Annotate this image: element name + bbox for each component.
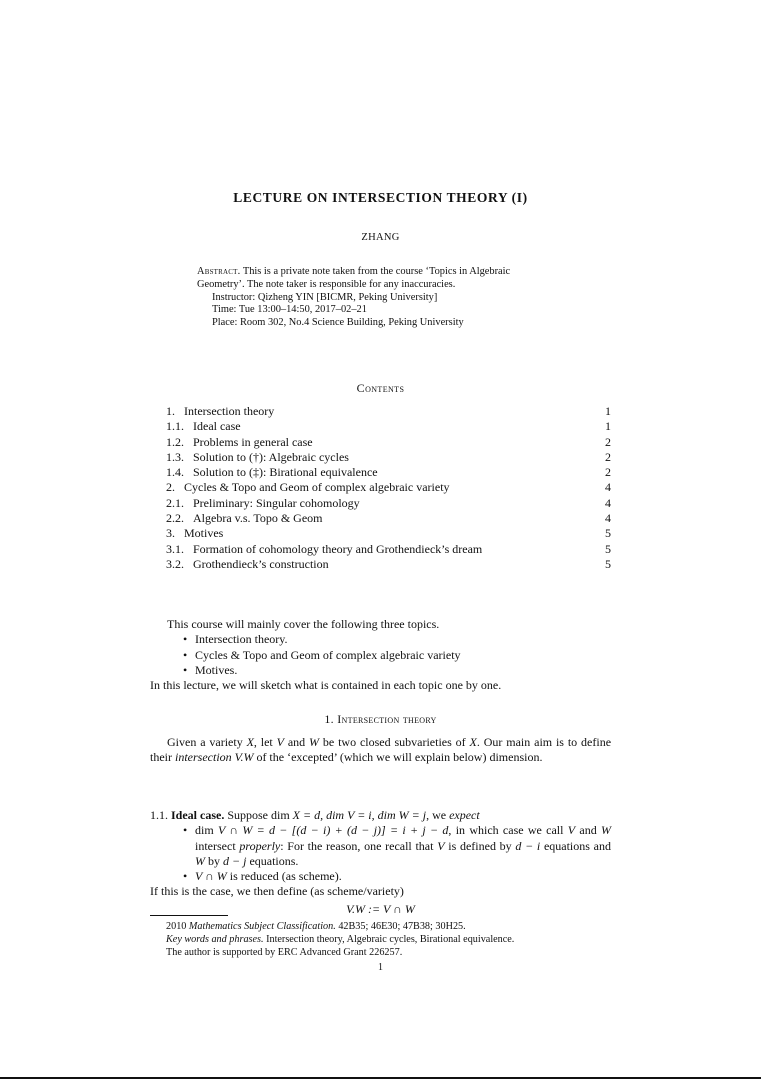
text: dim	[195, 823, 218, 838]
page-number: 1	[378, 962, 383, 973]
toc-label: Problems in general case	[193, 434, 313, 449]
toc-label: Formation of cohomology theory and Grothendieck’s dream	[193, 541, 483, 556]
math-X: X	[246, 735, 254, 749]
toc-number: 3.	[166, 526, 175, 541]
toc-entry[interactable]	[166, 557, 611, 572]
toc-page: 4	[605, 495, 611, 510]
text: intersect	[195, 838, 240, 853]
toc-entry[interactable]	[166, 511, 611, 526]
abstract-text-1: This is a private note taken from the course ‘Topics in Algebraic	[242, 266, 511, 277]
toc-label: Cycles & Topo and Geom of complex algebraic variety	[184, 480, 450, 495]
math-expression: d − i	[515, 838, 541, 853]
toc-entry[interactable]	[166, 450, 611, 465]
text: , in which case we call	[448, 823, 568, 838]
condition-item	[150, 869, 611, 884]
topic-item	[150, 663, 611, 678]
contents-heading: Contents	[356, 381, 405, 395]
toc-page: 2	[605, 449, 611, 464]
toc-label: Preliminary: Singular cohomology	[193, 495, 360, 510]
topic-item	[150, 648, 611, 663]
toc-number: 1.2.	[166, 434, 184, 449]
table-of-contents	[166, 404, 611, 572]
footnote-keywords	[166, 933, 611, 946]
section-title: Intersection theory	[337, 712, 437, 726]
toc-page: 5	[605, 526, 611, 541]
text: , let	[253, 735, 277, 749]
math-W: W	[601, 823, 612, 838]
math-expression: V ∩ W	[195, 869, 227, 884]
text: is defined by	[444, 838, 516, 853]
topic-text: Motives.	[195, 662, 238, 677]
math-expression: d − j	[223, 853, 247, 868]
math-expression: X = d, dim V = i, dim W = j	[292, 808, 427, 822]
emphasis: expect	[449, 808, 480, 822]
toc-label: Solution to (‡): Birational equivalence	[193, 465, 378, 480]
abstract-instructor: Instructor: Qizheng YIN [BICMR, Peking University]	[212, 291, 438, 303]
text: and	[575, 823, 602, 838]
page-bottom-border	[0, 1077, 761, 1079]
toc-number: 1.	[166, 404, 175, 418]
toc-label: Ideal case	[193, 419, 241, 434]
text: by	[205, 853, 223, 868]
text: equations and	[540, 838, 611, 853]
topic-text: Intersection theory.	[195, 632, 288, 647]
math-V: V	[437, 838, 445, 853]
text: . Our main aim is to define their	[150, 735, 612, 765]
intro-lead: This course will mainly cover the following three topics.	[167, 617, 440, 631]
abstract-block	[197, 266, 572, 330]
condition-list	[150, 823, 611, 884]
toc-entry[interactable]	[166, 465, 611, 480]
paper-author: ZHANG	[361, 232, 400, 243]
topics-list	[150, 632, 611, 678]
emphasis: intersection	[175, 750, 232, 765]
toc-entry[interactable]	[166, 496, 611, 511]
topic-text: Cycles & Topo and Geom of complex algebraic variety	[195, 647, 461, 662]
math-expression: V ∩ W = d − [(d − i) + (d − j)] = i + j − d	[217, 823, 449, 838]
toc-number: 1.4.	[166, 465, 184, 480]
text: Suppose dim	[227, 808, 293, 822]
toc-entry[interactable]	[166, 480, 611, 495]
toc-number: 1.3.	[166, 449, 184, 464]
abstract-time: Time: Tue 13:00–14:50, 2017–02–21	[212, 304, 367, 316]
footnote-text: 42B35; 46E30; 47B38; 30H25.	[335, 921, 466, 932]
condition-item	[150, 823, 611, 869]
toc-page: 1	[605, 404, 611, 418]
toc-number: 3.1.	[166, 541, 184, 556]
section-number: 1.	[324, 712, 334, 726]
paper-title: LECTURE ON INTERSECTION THEORY (I)	[233, 190, 528, 205]
math-W: W	[195, 853, 205, 868]
math-W: W	[309, 735, 320, 749]
toc-entry[interactable]	[166, 404, 611, 419]
toc-entry[interactable]	[166, 542, 611, 557]
toc-number: 2.2.	[166, 511, 184, 526]
toc-entry[interactable]	[166, 435, 611, 450]
math-X: X	[469, 735, 477, 749]
subsection-lead	[150, 808, 611, 823]
text: , we	[426, 808, 450, 822]
text: of the ‘excepted’ (which we will explain below) dimension.	[253, 750, 543, 765]
abstract-label: Abstract.	[197, 266, 241, 277]
toc-label: Intersection theory	[184, 404, 275, 418]
bullet-icon: •	[183, 823, 188, 838]
text: is reduced (as scheme).	[226, 869, 342, 884]
toc-label: Algebra v.s. Topo & Geom	[193, 511, 323, 526]
footnote-msc	[166, 920, 611, 933]
footnote-support: The author is supported by ERC Advanced Grant 226257.	[166, 947, 403, 959]
bullet-icon: •	[183, 647, 188, 662]
footnote-label: Key words and phrases.	[166, 934, 264, 946]
definition-lead: If this is the case, we then define (as scheme/variety)	[150, 884, 404, 899]
toc-number: 1.1.	[166, 419, 184, 434]
toc-number: 3.2.	[166, 556, 184, 571]
math-V: V	[567, 823, 576, 838]
subsection-ideal-case	[150, 808, 611, 917]
toc-label: Solution to (†): Algebraic cycles	[193, 449, 349, 464]
text: Given a variety	[167, 735, 247, 749]
abstract-line-1	[197, 266, 572, 279]
math-V: V	[276, 735, 284, 749]
section-paragraph	[150, 735, 611, 766]
abstract-place: Place: Room 302, No.4 Science Building, Peking University	[212, 317, 464, 329]
toc-page: 2	[605, 434, 611, 449]
bullet-icon: •	[183, 632, 188, 647]
subsection-title: Ideal case.	[171, 808, 225, 822]
subsection-number: 1.1.	[150, 808, 168, 822]
toc-page: 2	[605, 465, 611, 480]
intro-closing: In this lecture, we will sketch what is contained in each topic one by one.	[150, 678, 502, 693]
toc-page: 4	[605, 480, 611, 495]
text: and	[283, 735, 310, 749]
toc-entry[interactable]	[166, 526, 611, 541]
topic-item	[150, 632, 611, 647]
intro-paragraph	[150, 617, 611, 693]
toc-page: 5	[605, 556, 611, 571]
math-VW: V.W	[234, 750, 254, 765]
toc-page: 5	[605, 541, 611, 556]
text: be two closed subvarieties of	[319, 735, 470, 749]
footnotes	[166, 920, 611, 960]
toc-label: Motives	[184, 526, 224, 541]
footnote-label: Mathematics Subject Classification.	[188, 921, 336, 932]
toc-page: 1	[605, 419, 611, 434]
text: equations.	[246, 853, 299, 868]
toc-number: 2.	[166, 480, 175, 495]
emphasis: properly	[239, 838, 281, 853]
bullet-icon: •	[183, 662, 188, 677]
footnote-divider	[150, 915, 228, 916]
toc-entry[interactable]	[166, 419, 611, 434]
text: 2010	[166, 921, 189, 932]
display-formula: V.W := V ∩ W	[346, 901, 415, 916]
abstract-text-2: Geometry’. The note taker is responsible for any inaccuracies.	[197, 278, 456, 290]
toc-page: 4	[605, 511, 611, 526]
bullet-icon: •	[183, 869, 188, 884]
footnote-text: Intersection theory, Algebraic cycles, Birational equivalence.	[263, 934, 515, 946]
toc-number: 2.1.	[166, 495, 184, 510]
text: : For the reason, one recall that	[280, 838, 438, 853]
toc-label: Grothendieck’s construction	[193, 556, 329, 571]
section-heading	[0, 712, 761, 727]
